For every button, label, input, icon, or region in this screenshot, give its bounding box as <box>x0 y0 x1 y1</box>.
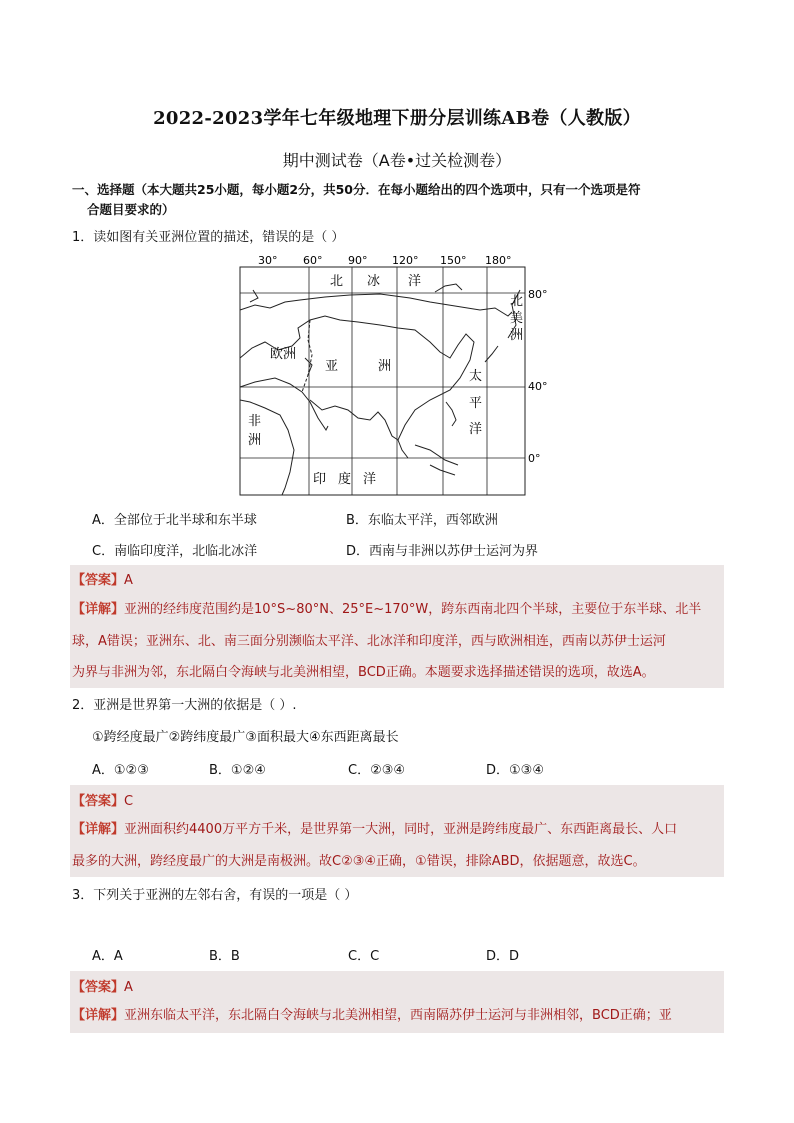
question-1-stem: 1．读如图有关亚洲位置的描述，错误的是（ ） <box>72 230 345 245</box>
label-north-america-1: 北 <box>510 294 524 309</box>
label-arctic-2: 冰 <box>367 274 381 289</box>
label-africa-2: 洲 <box>248 433 262 448</box>
coastline <box>240 284 520 495</box>
label-europe: 欧洲 <box>270 347 297 362</box>
lat-label-80: 80° <box>528 288 548 301</box>
q1-detail <box>72 594 724 689</box>
lon-label-30: 30° <box>258 254 278 267</box>
q2-option-b: B．①②④ <box>209 763 266 778</box>
label-africa-1: 非 <box>248 414 262 429</box>
label-arctic-1: 北 <box>330 274 344 289</box>
label-north-america-2: 美 <box>510 311 524 326</box>
q3-option-b: B．B <box>209 949 240 964</box>
question-2-statements: ①跨经度最广②跨纬度最广③面积最大④东西距离最长 <box>92 730 399 745</box>
q1-answer <box>72 569 133 588</box>
detail-line: 【详解】亚洲东临太平洋，东北隔白令海峡与北美洲相望，西南隔苏伊士运河与非洲相邻，BCD正确；亚 <box>72 1008 672 1023</box>
answer-value: C <box>124 794 134 809</box>
label-pacific-2: 平 <box>469 396 483 411</box>
detail-line: 【详解】亚洲面积约4400万平方千米，是世界第一大洲，同时，亚洲是跨纬度最广、东西距离最长、人口 <box>72 822 678 837</box>
label-indian-2: 度 <box>338 472 352 487</box>
detail-line: 最多的大洲，跨经度最广的大洲是南极洲。故C②③④正确，①错误，排除ABD，依据题意，故选C。 <box>72 853 646 869</box>
lat-label-0: 0° <box>528 452 541 465</box>
q3-option-d: D．D <box>486 949 520 964</box>
answer-label: 【答案】 <box>72 573 125 588</box>
label-north-america-3: 洲 <box>510 328 524 343</box>
label-pacific-1: 太 <box>469 369 483 384</box>
question-3-stem: 3．下列关于亚洲的左邻右舍，有误的一项是（ ） <box>72 888 358 903</box>
lon-label-150: 150° <box>440 254 467 267</box>
q1-option-a: A．全部位于北半球和东半球 <box>92 513 257 528</box>
q2-detail <box>72 814 724 877</box>
detail-line: 【详解】亚洲的经纬度范围约是10°S~80°N、25°E~170°W，跨东西南北四个半球，主要位于东半球、北半 <box>72 602 702 617</box>
answer-value: A <box>124 980 133 995</box>
detail-line: 为界与非洲为邻，东北隔白令海峡与北美洲相望，BCD正确。本题要求选择描述错误的选项，故选A。 <box>72 665 655 680</box>
lon-label-60: 60° <box>303 254 323 267</box>
answer-value: A <box>124 573 133 588</box>
document-subtitle: 期中测试卷（A卷•过关检测卷） <box>282 151 512 170</box>
answer-label: 【答案】 <box>72 980 125 995</box>
lat-label-40: 40° <box>528 380 548 393</box>
q3-answer <box>72 976 133 995</box>
lon-label-90: 90° <box>348 254 368 267</box>
q2-option-c: C．②③④ <box>348 763 406 778</box>
label-arctic-3: 洋 <box>408 274 422 289</box>
answer-label: 【答案】 <box>72 794 125 809</box>
europe-asia-boundary <box>302 320 312 392</box>
label-pacific-3: 洋 <box>469 422 483 437</box>
lon-label-120: 120° <box>392 254 419 267</box>
q3-option-a: A．A <box>92 949 123 964</box>
q3-detail <box>72 1000 724 1032</box>
label-indian-3: 洋 <box>363 472 377 487</box>
document-title: 2022-2023学年七年级地理下册分层训练AB卷（人教版） <box>153 108 641 129</box>
q2-option-d: D．①③④ <box>486 763 544 778</box>
q1-option-c: C．南临印度洋，北临北冰洋 <box>92 544 258 559</box>
q1-option-d: D．西南与非洲以苏伊士运河为界 <box>346 544 539 559</box>
label-asia-2: 洲 <box>378 359 392 374</box>
q2-answer <box>72 790 133 809</box>
section-heading-line2: 合题目要求的） <box>87 202 175 217</box>
q1-option-b: B．东临太平洋，西邻欧洲 <box>346 513 498 528</box>
label-indian-1: 印 <box>313 472 327 487</box>
q2-option-a: A．①②③ <box>92 763 149 778</box>
section-heading-line1: 一、选择题（本大题共25小题，每小题2分，共50分．在每小题给出的四个选项中，只有一个选项是符 <box>72 182 641 197</box>
question-2-stem: 2．亚洲是世界第一大洲的依据是（ ）. <box>72 698 297 713</box>
q3-option-c: C．C <box>348 949 380 964</box>
detail-line: 球，A错误；亚洲东、北、南三面分别濒临太平洋、北冰洋和印度洋，西与欧洲相连，西南以苏伊士运河 <box>72 633 666 649</box>
lon-label-180: 180° <box>485 254 512 267</box>
section-heading <box>72 180 732 220</box>
label-asia-1: 亚 <box>325 359 339 374</box>
asia-location-map <box>230 250 550 500</box>
